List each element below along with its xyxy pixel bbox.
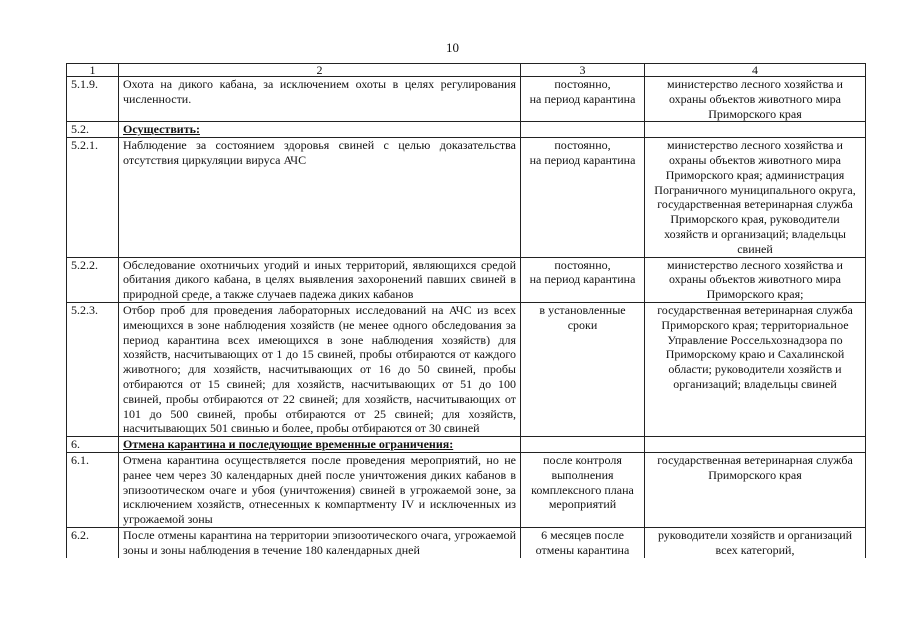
section-row — [67, 437, 866, 453]
item-number: 5.1.9. — [67, 77, 119, 122]
responsible-parties: министерство лесного хозяйства и охраны объектов животного мира Приморского края; администрация Пограничного муниципального округа, государственная ветеринарная служба Приморского края, руководители хозяйств и организаций; владельцы свиней — [645, 138, 866, 257]
column-header: 4 — [645, 64, 866, 77]
measure-description: Осуществить: — [119, 122, 521, 138]
table-row — [67, 77, 866, 122]
page-number: 10 — [446, 40, 459, 55]
responsible-parties: руководители хозяйств и организаций всех категорий, — [645, 527, 866, 557]
table-row — [67, 257, 866, 302]
responsible-parties: министерство лесного хозяйства и охраны объектов животного мира Приморского края — [645, 77, 866, 122]
deadline — [521, 437, 645, 453]
measure-description: Обследование охотничьих угодий и иных территорий, являющихся средой обитания дикого кабана, в целях выявления захоронений павших свиней в природной среде, а также случаев падежа диких кабанов — [119, 257, 521, 302]
item-number: 5.2.1. — [67, 138, 119, 257]
measure-description: Наблюдение за состоянием здоровья свиней с целью доказательства отсутствия циркуляции вируса АЧС — [119, 138, 521, 257]
column-header: 1 — [67, 64, 119, 77]
column-header: 2 — [119, 64, 521, 77]
deadline: после контроля выполнения комплексного плана мероприятий — [521, 452, 645, 527]
deadline — [521, 122, 645, 138]
table-row — [67, 527, 866, 557]
measure-description: Отмена карантина осуществляется после проведения мероприятий, но не ранее чем через 30 календарных дней после уничтожения диких кабанов в эпизоотическом очаге и убоя (уничтожения) свиней в угрожаемой зоне, за исключением хозяйств, отнесенных к компартменту IV и исключенных из угрожаемой зоны — [119, 452, 521, 527]
item-number: 5.2. — [67, 122, 119, 138]
item-number: 5.2.2. — [67, 257, 119, 302]
measure-description: Отбор проб для проведения лабораторных исследований на АЧС из всех имеющихся в зоне наблюдения хозяйств (не менее одного обследования за период карантина всех имеющихся в зоне наблюдения хозяйств) для хозяйств, насчитывающих от 1 до 15 свиней, пробы отбираются от каждого животного; для хозяйств, насчитывающих от 16 до 50 свиней, пробы отбираются от 15 свиней; для хозяйств, насчитывающих от 51 до 100 свиней, пробы отбираются от 22 свиней; для хозяйств, насчитывающих от 101 до 500 свиней, пробы отбираются от 25 свиней; для хозяйств, насчитывающих 501 свинью и более, пробы отбираются от 30 свиней — [119, 302, 521, 436]
table-row — [67, 452, 866, 527]
item-number: 6.1. — [67, 452, 119, 527]
responsible-parties: министерство лесного хозяйства и охраны объектов животного мира Приморского края; — [645, 257, 866, 302]
responsible-parties: государственная ветеринарная служба Приморского края; территориальное Управление Россельхознадзора по Приморскому краю и Сахалинской области; руководители хозяйств и организаций; владельцы свиней — [645, 302, 866, 436]
item-number: 6. — [67, 437, 119, 453]
deadline: постоянно, на период карантина — [521, 257, 645, 302]
deadline: 6 месяцев после отмены карантина — [521, 527, 645, 557]
measure-description: Охота на дикого кабана, за исключением охоты в целях регулирования численности. — [119, 77, 521, 122]
table-header-row — [67, 64, 866, 77]
responsible-parties: государственная ветеринарная служба Приморского края — [645, 452, 866, 527]
responsible-parties — [645, 122, 866, 138]
deadline: постоянно, на период карантина — [521, 138, 645, 257]
measure-description: После отмены карантина на территории эпизоотического очага, угрожаемой зоны и зоны наблюдения в течение 180 календарных дней — [119, 527, 521, 557]
measures-table — [66, 63, 866, 558]
measure-description: Отмена карантина и последующие временные ограничения: — [119, 437, 521, 453]
item-number: 5.2.3. — [67, 302, 119, 436]
table-row — [67, 138, 866, 257]
table-row — [67, 302, 866, 436]
item-number: 6.2. — [67, 527, 119, 557]
deadline: постоянно, на период карантина — [521, 77, 645, 122]
deadline: в установленные сроки — [521, 302, 645, 436]
section-row — [67, 122, 866, 138]
responsible-parties — [645, 437, 866, 453]
column-header: 3 — [521, 64, 645, 77]
